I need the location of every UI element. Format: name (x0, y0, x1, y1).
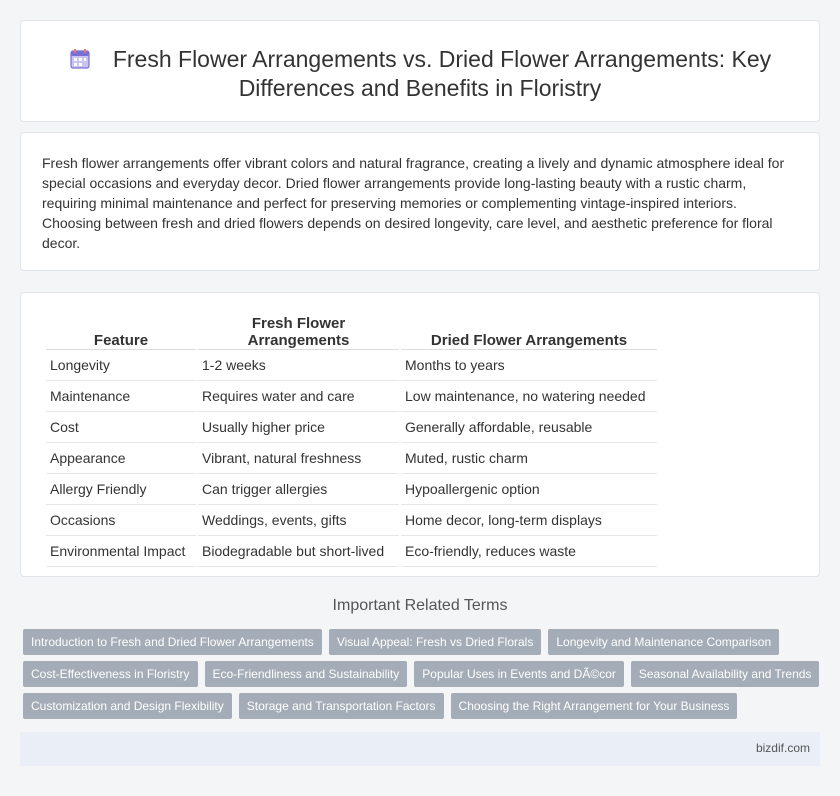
feature-cell: Environmental Impact (46, 536, 196, 567)
fresh-cell: Weddings, events, gifts (198, 505, 399, 536)
table-row (46, 443, 657, 474)
related-term-tag[interactable]: Eco-Friendliness and Sustainability (205, 661, 408, 687)
dried-cell: Hypoallergenic option (401, 474, 657, 505)
feature-cell: Maintenance (46, 381, 196, 412)
fresh-cell: 1-2 weeks (198, 350, 399, 381)
related-term-tag[interactable]: Longevity and Maintenance Comparison (548, 629, 779, 655)
header-dried: Dried Flower Arrangements (401, 315, 657, 350)
table-row (46, 412, 657, 443)
tag-row (23, 629, 823, 661)
table-row (46, 474, 657, 505)
table-row (46, 350, 657, 381)
table-row (46, 505, 657, 536)
fresh-cell: Vibrant, natural freshness (198, 443, 399, 474)
related-term-tag[interactable]: Choosing the Right Arrangement for Your Business (451, 693, 738, 719)
tag-row (23, 693, 823, 725)
dried-cell: Low maintenance, no watering needed (401, 381, 657, 412)
related-term-tag[interactable]: Storage and Transportation Factors (239, 693, 444, 719)
intro-paragraph: Fresh flower arrangements offer vibrant colors and natural fragrance, creating a lively and dynamic atmosphere ideal for special occasions and everyday decor. Dried flower arrangements provide long-lasting beauty with a rustic charm, requiring minimal maintenance and perfect for preserving memories or complementing vintage-inspired interiors. Choosing between fresh and dried flowers depends on desired longevity, care level, and aesthetic preference for floral decor. (42, 155, 785, 251)
related-terms-heading: Important Related Terms (332, 597, 508, 614)
related-term-tag[interactable]: Popular Uses in Events and DÃ©cor (414, 661, 624, 687)
related-term-tag[interactable]: Introduction to Fresh and Dried Flower Arrangements (23, 629, 322, 655)
feature-cell: Cost (46, 412, 196, 443)
related-term-tag[interactable]: Cost-Effectiveness in Floristry (23, 661, 198, 687)
related-term-tag[interactable]: Customization and Design Flexibility (23, 693, 232, 719)
page-title-text: Fresh Flower Arrangements vs. Dried Flower Arrangements: Key Differences and Benefits in Floristry (112, 46, 772, 101)
page-title (61, 45, 779, 103)
dried-cell: Muted, rustic charm (401, 443, 657, 474)
feature-cell: Appearance (46, 443, 196, 474)
dried-cell: Months to years (401, 350, 657, 381)
related-terms-tags (23, 629, 823, 725)
header-feature: Feature (46, 315, 196, 350)
fresh-cell: Usually higher price (198, 412, 399, 443)
comparison-table-card (20, 292, 820, 577)
related-term-tag[interactable]: Visual Appeal: Fresh vs Dried Florals (329, 629, 542, 655)
feature-cell: Longevity (46, 350, 196, 381)
dried-cell: Home decor, long-term displays (401, 505, 657, 536)
feature-cell: Occasions (46, 505, 196, 536)
calendar-icon (69, 48, 91, 70)
tag-row (23, 661, 823, 693)
fresh-cell: Requires water and care (198, 381, 399, 412)
title-card (20, 20, 820, 122)
feature-cell: Allergy Friendly (46, 474, 196, 505)
footer (20, 732, 820, 766)
table-row (46, 536, 657, 567)
fresh-cell: Biodegradable but short-lived (198, 536, 399, 567)
comparison-table (44, 315, 659, 567)
table-header-row (46, 315, 657, 350)
table-row (46, 381, 657, 412)
related-term-tag[interactable]: Seasonal Availability and Trends (631, 661, 820, 687)
header-fresh: Fresh Flower Arrangements (198, 315, 399, 350)
fresh-cell: Can trigger allergies (198, 474, 399, 505)
dried-cell: Eco-friendly, reduces waste (401, 536, 657, 567)
intro-card (20, 132, 820, 271)
footer-brand[interactable]: bizdif.com (755, 741, 810, 755)
dried-cell: Generally affordable, reusable (401, 412, 657, 443)
